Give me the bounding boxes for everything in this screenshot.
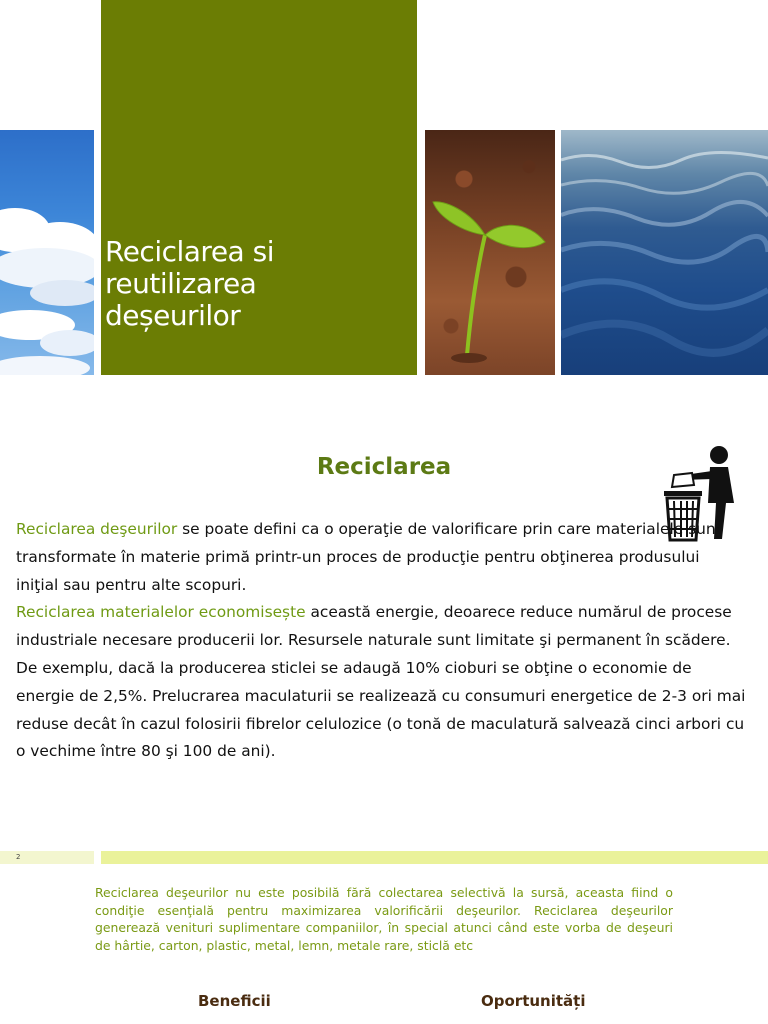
slide3-header-bar-left <box>0 851 94 864</box>
title-line-2: reutilizarea <box>105 267 257 300</box>
material-saving-term: Reciclarea materialelor economisește <box>16 603 306 622</box>
slide3-header-bar-right <box>101 851 768 864</box>
selective-collection-paragraph: Reciclarea deşeurilor nu este posibilă fără colectarea selectivă la sursă, aceasta fiind o condiţie esenţială pentru maximizarea valorificării deşeurilor. Reciclarea deşeurilor generează venituri suplimentare companiilor, în special atunci când este vorba de deşeuri de hârtie, carton, plastic, metal, lemn, metale rare, sticlă etc <box>95 885 673 953</box>
opportunities-heading: Oportunități <box>481 992 586 1010</box>
presentation-title <box>105 236 405 332</box>
water-waves <box>561 130 768 375</box>
page-number: 2 <box>16 853 21 861</box>
title-line-3: deșeurilor <box>105 299 241 332</box>
recycling-heading: Reciclarea <box>316 454 452 480</box>
recycling-definition-term: Reciclarea deşeurilor <box>16 520 178 538</box>
water-photo <box>561 130 768 375</box>
sky-clouds-photo <box>0 130 94 375</box>
sprout-icon <box>425 130 555 375</box>
title-line-1: Reciclarea si <box>105 235 274 268</box>
material-saving-text: această energie, deoarece reduce numărul de procese industriale necesare producerii lor. Resursele naturale sunt limitate şi permanent în scădere. De exemplu, dacă la producerea sticlei se adaugă 10% cioburi se obţine o economie de energie de 2,5%. Prelucrarea maculaturii se realizează cu consumuri energetice de 2-3 ori mai reduse decât în cazul folosirii fibrelor celulozice (o tonă de maculatură salvează cinci arbori cu o vechime între 80 şi 100 de ani). <box>16 603 746 761</box>
recycling-definition-text: se poate defini ca o operaţie de valorificare prin care materialele sunt transformate în materie primă printr-un proces de producţie pentru obţinerea produsului iniţial sau pentru alte scopuri. <box>16 520 722 594</box>
recycling-text <box>16 516 746 766</box>
sprout-soil-photo <box>425 130 555 375</box>
benefits-heading: Beneficii <box>198 992 271 1010</box>
